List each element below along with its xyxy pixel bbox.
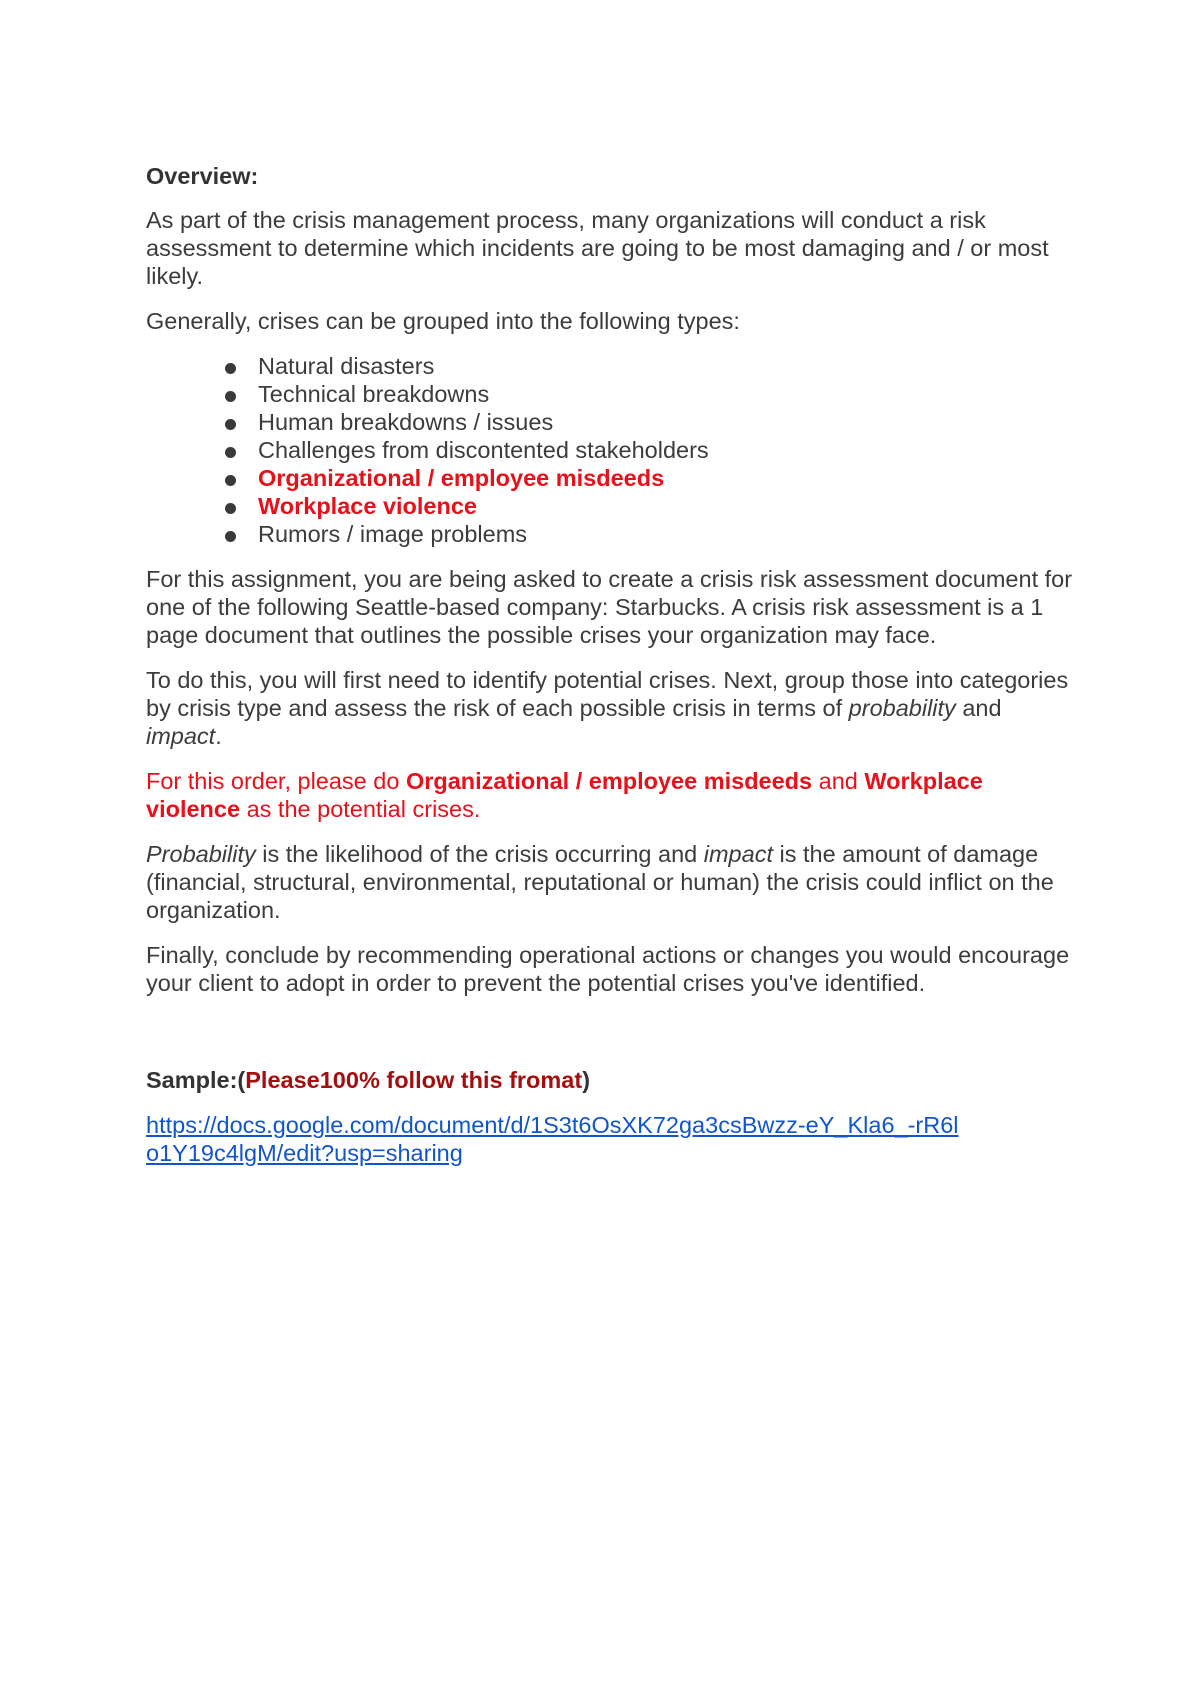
sample-label: Sample:( xyxy=(146,1067,246,1093)
impact-term: impact xyxy=(146,723,216,749)
list-item-label: Natural disasters xyxy=(258,353,435,379)
definition-text-2: is the amount of damage (financial, structural, environmental, reputational or human) the crisis could inflict on the organization. xyxy=(146,841,1054,923)
list-item-label: Technical breakdowns xyxy=(258,381,490,407)
list-item-label: Organizational / employee misdeeds xyxy=(258,465,665,491)
bullet-icon xyxy=(225,363,236,374)
assignment-paragraph: For this assignment, you are being asked to create a crisis risk assessment document for one of the following Seattle-based company: Starbucks. A crisis risk assessment is a 1 page document that outlines the possible crises your organization may face. xyxy=(146,566,1073,648)
list-item xyxy=(146,352,1076,380)
probability-term: Probability xyxy=(146,841,256,867)
crisis-types-list xyxy=(146,352,1076,548)
sample-close: ) xyxy=(582,1067,591,1093)
bullet-icon xyxy=(225,475,236,486)
bullet-icon xyxy=(225,503,236,514)
todo-end: . xyxy=(215,723,222,749)
order-prefix: For this order, please do xyxy=(146,768,406,794)
definition-text-1: is the likelihood of the crisis occurring and xyxy=(255,841,704,867)
order-crisis-1: Organizational / employee misdeeds xyxy=(405,768,813,794)
list-item xyxy=(146,408,1076,436)
sample-link-paragraph xyxy=(146,1111,966,1167)
order-paragraph xyxy=(146,767,1076,823)
todo-and: and xyxy=(955,695,1002,721)
bullet-icon xyxy=(225,391,236,402)
document-content xyxy=(146,162,1076,1184)
bullet-icon xyxy=(225,531,236,542)
list-item-label: Challenges from discontented stakeholders xyxy=(258,437,709,463)
list-item-highlighted xyxy=(146,492,1076,520)
overview-heading: Overview: xyxy=(146,163,259,189)
definition-paragraph xyxy=(146,840,1076,924)
sample-note: Please100% follow this fromat xyxy=(245,1067,583,1093)
order-crisis-2: Workplace violence xyxy=(146,768,983,822)
list-item-label: Human breakdowns / issues xyxy=(258,409,554,435)
list-item-label: Workplace violence xyxy=(258,493,477,519)
probability-term: probability xyxy=(848,695,956,721)
bullet-icon xyxy=(225,419,236,430)
list-item-label: Rumors / image problems xyxy=(258,521,528,547)
impact-term: impact xyxy=(703,841,773,867)
intro-paragraph: As part of the crisis management process, many organizations will conduct a risk assessment to determine which incidents are going to be most damaging and / or most likely. xyxy=(146,207,1049,289)
todo-paragraph xyxy=(146,666,1076,750)
list-item xyxy=(146,436,1076,464)
list-item-highlighted xyxy=(146,464,1076,492)
order-suffix: as the potential crises. xyxy=(240,796,481,822)
sample-heading xyxy=(146,1066,1076,1094)
order-and: and xyxy=(812,768,865,794)
grouped-paragraph: Generally, crises can be grouped into the following types: xyxy=(146,308,740,334)
spacer xyxy=(146,1014,1076,1066)
list-item xyxy=(146,380,1076,408)
list-item xyxy=(146,520,1076,548)
sample-document-link[interactable]: https://docs.google.com/document/d/1S3t6OsXK72ga3csBwzz-eY_Kla6_-rR6lo1Y19c4lgM/edit?usp=sharing xyxy=(146,1112,959,1166)
bullet-icon xyxy=(225,447,236,458)
todo-text: To do this, you will first need to identify potential crises. Next, group those into categories by crisis type and assess the risk of each possible crisis in terms of xyxy=(146,667,1069,721)
finally-paragraph: Finally, conclude by recommending operational actions or changes you would encourage your client to adopt in order to prevent the potential crises you've identified. xyxy=(146,942,1070,996)
